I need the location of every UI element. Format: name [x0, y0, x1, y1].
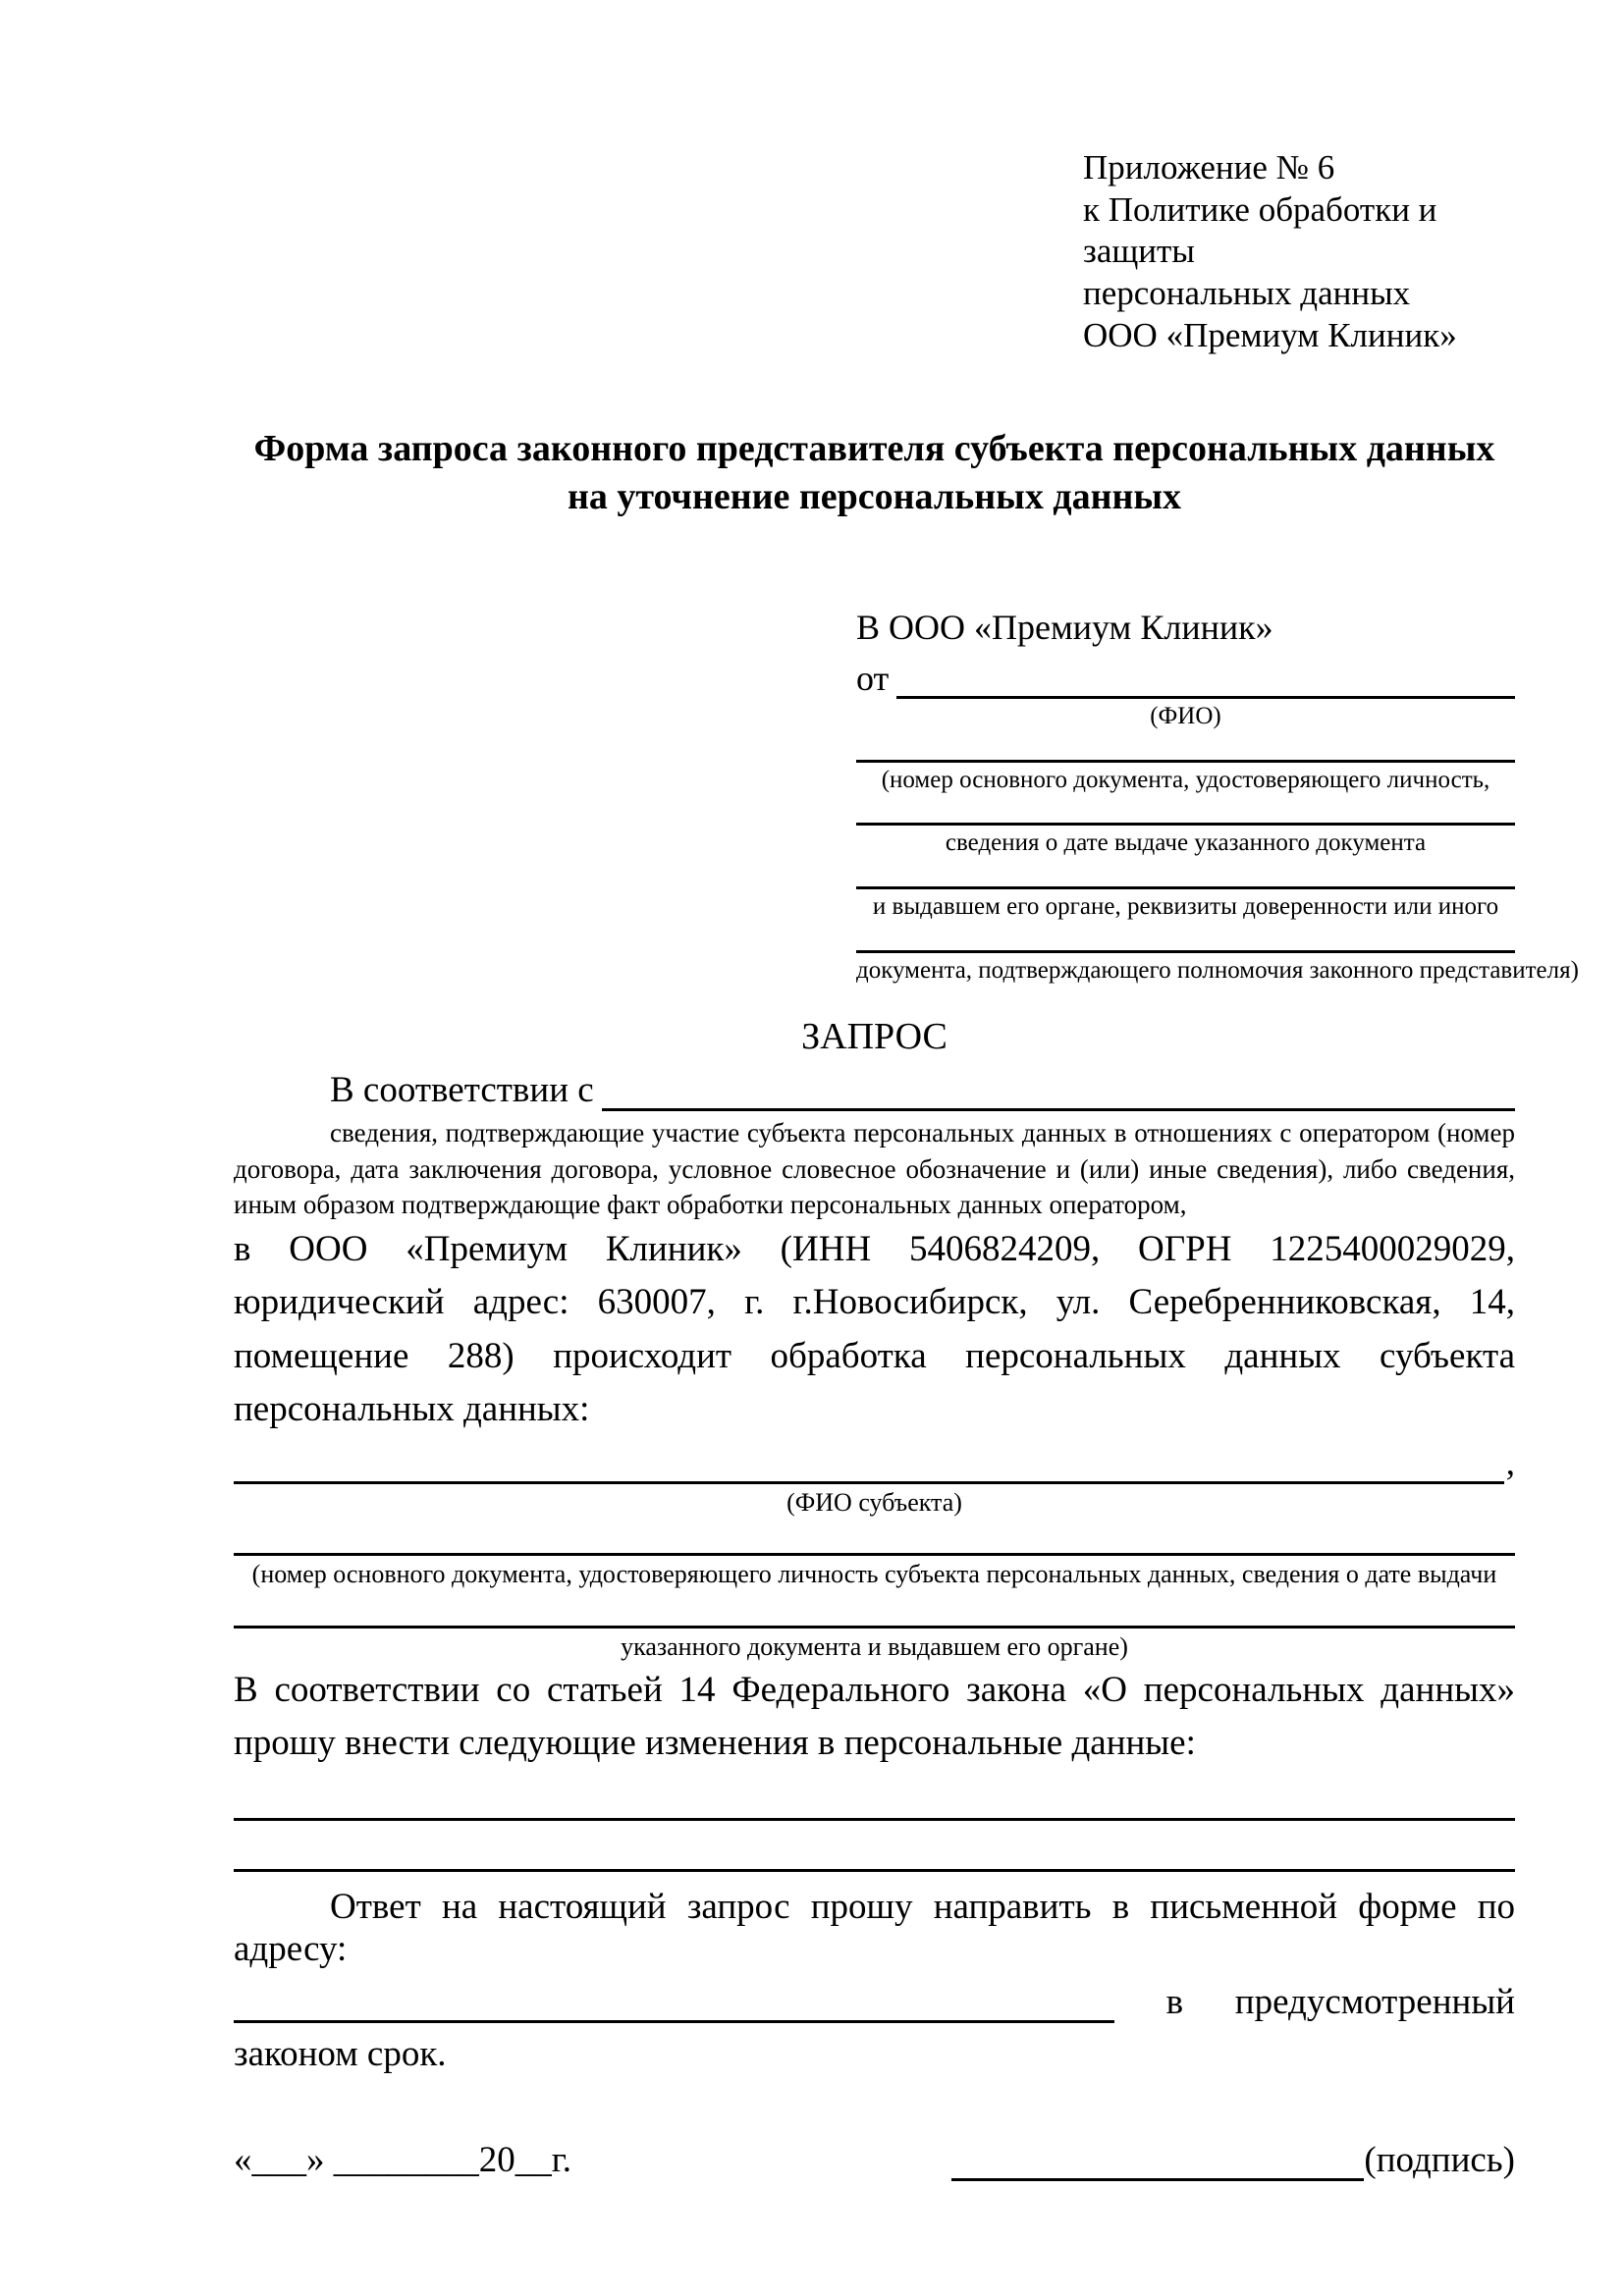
fio-caption: (ФИО)	[1150, 702, 1221, 729]
representative-doc-blank-line-2	[856, 794, 1515, 826]
date-blank-text: «___» ________20__г.	[234, 2140, 572, 2181]
representative-doc-caption-4: документа, подтверждающего полномочия законного представителя)	[856, 956, 1579, 984]
representative-doc-blank-line-4	[856, 922, 1515, 953]
representative-doc-caption-2: сведения о дате выдаче указанного документа	[945, 829, 1427, 857]
basis-row	[234, 1064, 1515, 1111]
representative-doc-blank-line-1	[856, 731, 1515, 763]
addressee-to: В ООО «Премиум Клиник»	[856, 607, 1273, 647]
subject-doc-blank-line-2	[234, 1589, 1515, 1629]
addressee-block	[856, 605, 1579, 986]
reply-closing: законом срок.	[234, 2034, 447, 2075]
subject-doc-blank-line-1	[234, 1517, 1515, 1556]
representative-doc-blank-line-3	[856, 858, 1515, 889]
signature-group	[951, 2139, 1515, 2181]
form-title	[234, 425, 1515, 520]
appendix-line-1: Приложение № 6	[1083, 148, 1335, 187]
from-row	[856, 658, 1515, 699]
appendix-line-4: ООО «Премиум Клиник»	[1083, 315, 1457, 354]
reply-tail-word-2: предусмотренный	[1234, 1982, 1515, 2023]
reply-tail-word-1: в	[1165, 1982, 1184, 2023]
law-paragraph: В соответствии со статьей 14 Федерального закона «О персональных данных» прошу внести следующие изменения в персональные данные:	[234, 1670, 1515, 1764]
from-label: от	[856, 658, 890, 698]
request-heading: ЗАПРОС	[801, 1015, 947, 1057]
footer-row	[234, 2139, 1515, 2181]
appendix-block	[1083, 147, 1515, 356]
changes-blank-line-1	[234, 1770, 1515, 1821]
basis-prefix: В соответствии с	[330, 1069, 594, 1110]
reply-address-row	[234, 1970, 1515, 2023]
appendix-line-2: к Политике обработки и защиты	[1083, 189, 1437, 271]
basis-note: сведения, подтверждающие участие субъекта персональных данных в отношениях с оператором (номер договора, дата заключения договора, условное словесное обозначение и (или) иные сведения), либо сведения, иным образом подтверждающие факт обработки персональных данных оператором,	[234, 1117, 1515, 1220]
reply-address-blank-line	[234, 1980, 1114, 2023]
representative-doc-caption-3: и выдавшем его органе, реквизиты доверенности или иного	[872, 893, 1499, 921]
form-title-line-2: на уточнение персональных данных	[567, 476, 1182, 518]
subject-fio-blank-line	[234, 1447, 1504, 1484]
representative-doc-caption-1: (номер основного документа, удостоверяющего личность,	[881, 766, 1490, 793]
appendix-line-3: персональных данных	[1083, 274, 1411, 313]
subject-doc-caption-2: указанного документа и выдавшем его органе)	[621, 1632, 1128, 1662]
signature-caption: (подпись)	[1364, 2140, 1515, 2181]
signature-blank-line	[951, 2142, 1364, 2181]
operator-paragraph: в ООО «Премиум Клиник» (ИНН 5406824209, ОГРН 1225400029029, юридический адрес: 630007, г. г.Новосибирск, ул. Серебренниковская, 14, помещение 288) происходит обработка персональных данных субъекта персональных данных:	[234, 1229, 1515, 1429]
subject-doc-caption-1: (номер основного документа, удостоверяющего личность субъекта персональных данных, сведения о дате выдачи	[251, 1560, 1497, 1589]
form-title-line-1: Форма запроса законного представителя субъекта персональных данных	[253, 428, 1495, 470]
subject-fio-comma: ,	[1505, 1442, 1515, 1483]
subject-fio-caption: (ФИО субъекта)	[786, 1487, 962, 1517]
subject-fio-row	[234, 1442, 1515, 1484]
reply-sentence: Ответ на настоящий запрос прошу направить в письменной форме по адресу:	[234, 1887, 1515, 1970]
representative-fio-blank-line	[896, 658, 1515, 699]
changes-blank-line-2	[234, 1821, 1515, 1872]
basis-blank-line	[602, 1070, 1515, 1111]
